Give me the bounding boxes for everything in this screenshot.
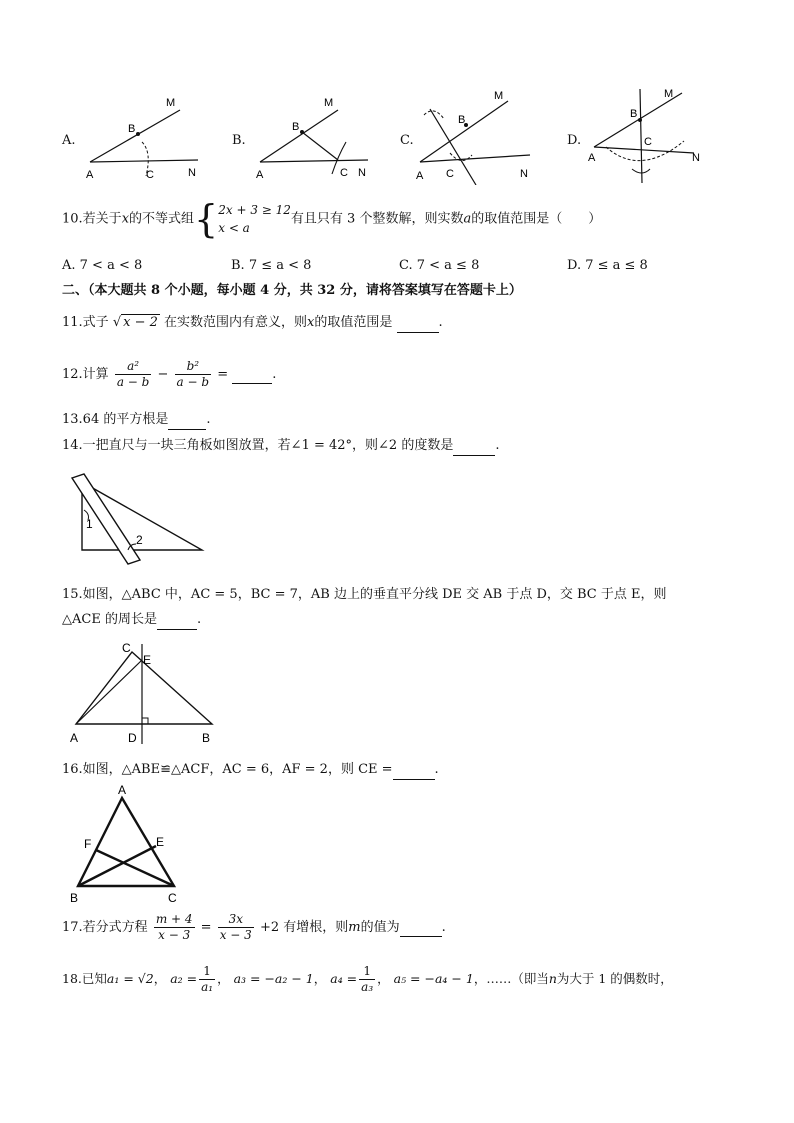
svg-text:B: B <box>128 123 136 135</box>
q10-mid: 的不等式组 <box>129 211 195 227</box>
svg-text:A: A <box>416 170 424 182</box>
q9-option-a-figure <box>80 90 210 180</box>
q10-brace: { <box>194 197 219 241</box>
svg-text:M: M <box>494 90 504 102</box>
svg-text:C: C <box>644 136 652 148</box>
q14-answer-blank <box>453 437 495 456</box>
q12-answer-blank <box>232 367 272 384</box>
question-14: 14.一把直尺与一块三角板如图放置，若∠1 = 42°，则∠2 的度数是 . <box>62 437 499 456</box>
q10-suffix1: 有且只有 3 个整数解，则实数 <box>290 211 464 227</box>
q18-fraction-a4: $\frac{1}{\text{a₃}}$ <box>361 964 374 994</box>
q12-fraction-1: $\frac{\text{a²}}{a - b}$ <box>116 359 150 389</box>
svg-text:M: M <box>664 88 674 100</box>
q13-answer-blank <box>168 411 206 430</box>
q10-option-b: B. 7 ≤ a < 8 <box>231 258 312 273</box>
q10-var-a: a <box>463 211 472 227</box>
q10-suffix2: 的取值范围是（ ） <box>471 211 602 227</box>
q15-triangle-figure <box>62 638 232 750</box>
q10-option-a: A. 7 < a < 8 <box>62 258 143 273</box>
q9-option-a-letter: A. <box>62 133 76 148</box>
svg-text:C: C <box>340 167 348 179</box>
q16-triangle-figure <box>62 782 192 906</box>
q16-answer-blank <box>393 761 435 780</box>
svg-text:B: B <box>458 114 466 126</box>
question-15-line1: 15.如图，△ABC 中，AC = 5，BC = 7，AB 边上的垂直平分线 DE 交 AB 于点 D，交 BC 于点 E，则 <box>62 587 667 602</box>
svg-text:E: E <box>156 835 165 849</box>
q14-angle-1-label: 1 <box>86 517 93 531</box>
q9-option-c-figure <box>410 85 540 185</box>
svg-text:C: C <box>446 168 454 180</box>
q17-answer-blank <box>400 920 442 937</box>
q9-option-c-letter: C. <box>400 133 414 148</box>
q17-fraction-2: $\frac{3x}{x - 3}$ <box>219 912 252 942</box>
svg-text:A: A <box>256 169 264 180</box>
svg-text:C: C <box>168 891 177 905</box>
q10-prefix: 10.若关于 <box>62 211 122 227</box>
question-16: 16.如图，△ABE≌△ACF，AC = 6，AF = 2，则 CE = . <box>62 761 439 780</box>
svg-text:C: C <box>146 169 154 180</box>
svg-text:F: F <box>84 837 92 851</box>
q10-option-d: D. 7 ≤ a ≤ 8 <box>567 258 648 273</box>
svg-text:B: B <box>70 891 79 905</box>
q17-fraction-1: $\frac{m + 4}{x - 3}$ <box>155 912 193 942</box>
svg-text:M: M <box>324 97 334 109</box>
svg-text:A: A <box>588 152 596 164</box>
svg-text:B: B <box>202 731 211 745</box>
svg-text:A: A <box>86 169 94 180</box>
q18-fraction-a2: $\frac{1}{\text{a₁}}$ <box>201 964 214 994</box>
q11-answer-blank <box>397 314 439 333</box>
q9-option-b-figure <box>250 90 380 180</box>
q9-option-d-figure <box>584 85 714 185</box>
q9-options-row <box>0 85 794 185</box>
q9-option-d-letter: D. <box>567 133 582 148</box>
q14-ruler-triangle-figure <box>62 472 212 568</box>
q10-system: 2x + 3 ≥ 12 x < a <box>218 203 291 235</box>
q9-option-b-letter: B. <box>232 133 246 148</box>
question-15-line2: △ACE 的周长是 . <box>62 611 201 630</box>
svg-text:M: M <box>166 97 176 109</box>
question-18: 18.已知a₁ = √2， a₂ = $\frac{1}{\text{a₁}}$ ， a₃ = −a₂ − 1， a₄ = $\frac{1}{\text{a₃}}$ ， a₅ = −a₄ − 1，……（即当n为大于 1 的偶数时， <box>62 964 673 994</box>
svg-text:N: N <box>520 168 528 180</box>
question-13: 13.64 的平方根是 . <box>62 411 211 430</box>
question-17: 17.若分式方程 $\frac{m + 4}{x - 3}$ = $\frac{3x}{x - 3}$ +2 有增根，则m的值为 . <box>62 912 446 942</box>
svg-text:C: C <box>122 641 131 655</box>
q11-radicand: x − 2 <box>123 315 158 330</box>
svg-text:N: N <box>692 152 700 164</box>
svg-text:D: D <box>128 731 137 745</box>
svg-text:A: A <box>118 783 127 797</box>
svg-text:N: N <box>358 167 366 179</box>
question-10 <box>62 197 602 241</box>
q12-fraction-2: $\frac{\text{b²}}{a - b}$ <box>176 359 210 389</box>
question-11: 11.式子 √ x − 2 在实数范围内有意义，则x的取值范围是 . <box>62 314 443 333</box>
svg-text:B: B <box>630 108 638 120</box>
svg-text:B: B <box>292 121 300 133</box>
q15-answer-blank <box>157 611 197 630</box>
question-12: 12.计算 $\frac{\text{a²}}{a - b}$ − $\frac{\text{b²}}{a - b}$ = . <box>62 359 277 389</box>
q10-var-x: x <box>121 211 130 227</box>
svg-text:A: A <box>70 731 79 745</box>
q14-angle-2-label: 2 <box>136 533 143 547</box>
svg-text:N: N <box>188 167 196 179</box>
q10-option-c: C. 7 < a ≤ 8 <box>399 258 480 273</box>
section-2-heading: 二、（本大题共 8 个小题，每小题 4 分，共 32 分，请将答案填写在答题卡上） <box>62 283 522 298</box>
svg-text:E: E <box>143 653 152 667</box>
